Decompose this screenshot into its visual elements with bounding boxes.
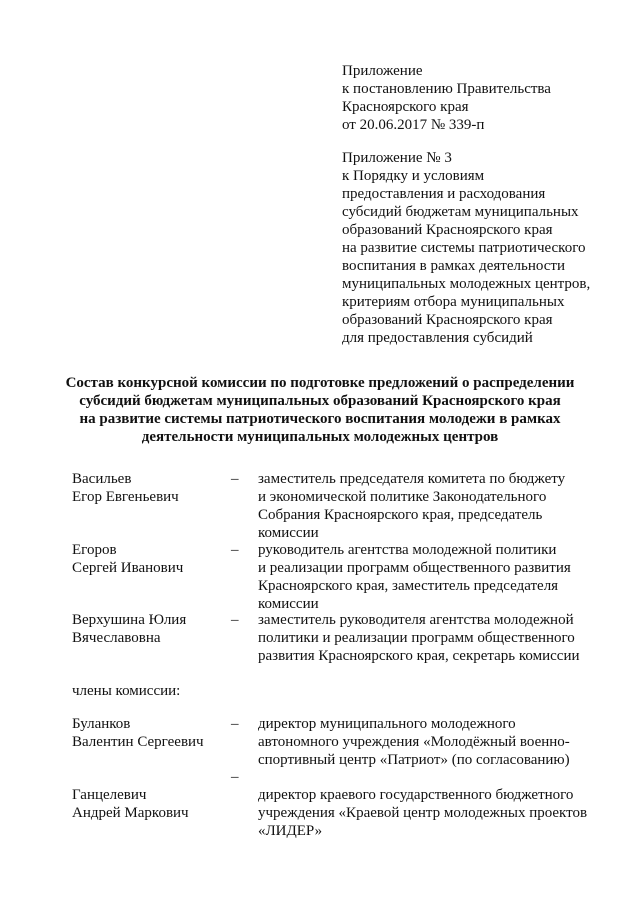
member-description: комиссии: [258, 525, 319, 541]
header-appendix-3-line: муниципальных молодежных центров,: [342, 276, 591, 292]
member-name: Егор Евгеньевич: [72, 489, 179, 505]
member-description: и экономической политике Законодательного: [258, 489, 547, 505]
member-description: комиссии: [258, 596, 319, 612]
dash-separator: –: [231, 542, 239, 558]
member-description: Красноярского края, заместитель председателя: [258, 578, 559, 594]
title-line: Состав конкурсной комиссии по подготовке предложений о распределении: [65, 375, 575, 391]
member-description: спортивный центр «Патриот» (по согласованию): [258, 752, 570, 768]
header-appendix-line: к постановлению Правительства: [342, 81, 551, 97]
member-description: директор муниципального молодежного: [258, 716, 516, 732]
members-label: члены комиссии:: [72, 683, 181, 699]
header-appendix-3-line: критериям отбора муниципальных: [342, 294, 565, 310]
title-line: на развитие системы патриотического воспитания молодежи в рамках: [79, 411, 561, 427]
member-description: заместитель руководителя агентства молодежной: [258, 612, 574, 628]
member-description: развития Красноярского края, секретарь комиссии: [258, 648, 580, 664]
member-name: Вячеславовна: [72, 630, 161, 646]
member-description: руководитель агентства молодежной политики: [258, 542, 557, 558]
header-appendix-line: от 20.06.2017 № 339-п: [342, 117, 485, 133]
header-appendix-3-line: воспитания в рамках деятельности: [342, 258, 565, 274]
member-name: Буланков: [72, 716, 131, 732]
member-description: «ЛИДЕР»: [258, 823, 323, 839]
dash-separator: –: [231, 716, 239, 732]
member-name: Сергей Иванович: [72, 560, 184, 576]
title-line: субсидий бюджетам муниципальных образований Красноярского края: [79, 393, 561, 409]
header-appendix-3-line: Приложение № 3: [342, 150, 452, 166]
member-description: директор краевого государственного бюджетного: [258, 787, 574, 803]
header-appendix-3-line: предоставления и расходования: [342, 186, 546, 202]
header-appendix-3-line: образований Красноярского края: [342, 312, 553, 328]
header-appendix-3-line: к Порядку и условиям: [342, 168, 485, 184]
member-description: автономного учреждения «Молодёжный военно-: [258, 734, 570, 750]
dash-separator: –: [231, 471, 239, 487]
header-appendix-3-line: для предоставления субсидий: [342, 330, 533, 346]
member-description: политики и реализации программ общественного: [258, 630, 575, 646]
member-name: Андрей Маркович: [72, 805, 189, 821]
member-description: Собрания Красноярского края, председатель: [258, 507, 543, 523]
header-appendix-line: Приложение: [342, 63, 423, 79]
member-description: и реализации программ общественного развития: [258, 560, 571, 576]
dash-separator: –: [231, 769, 239, 785]
member-description: заместитель председателя комитета по бюджету: [258, 471, 566, 487]
header-appendix-line: Красноярского края: [342, 99, 469, 115]
member-name: Егоров: [72, 542, 117, 558]
header-appendix-3-line: образований Красноярского края: [342, 222, 553, 238]
title-line: деятельности муниципальных молодежных центров: [141, 429, 499, 445]
dash-separator: –: [231, 612, 239, 628]
member-name: Ганцелевич: [72, 787, 147, 803]
member-name: Валентин Сергеевич: [72, 734, 204, 750]
member-name: Васильев: [72, 471, 132, 487]
header-appendix-3-line: субсидий бюджетам муниципальных: [342, 204, 579, 220]
member-name: Верхушина Юлия: [72, 612, 187, 628]
header-appendix-3-line: на развитие системы патриотического: [342, 240, 586, 256]
member-description: учреждения «Краевой центр молодежных проектов: [258, 805, 588, 821]
